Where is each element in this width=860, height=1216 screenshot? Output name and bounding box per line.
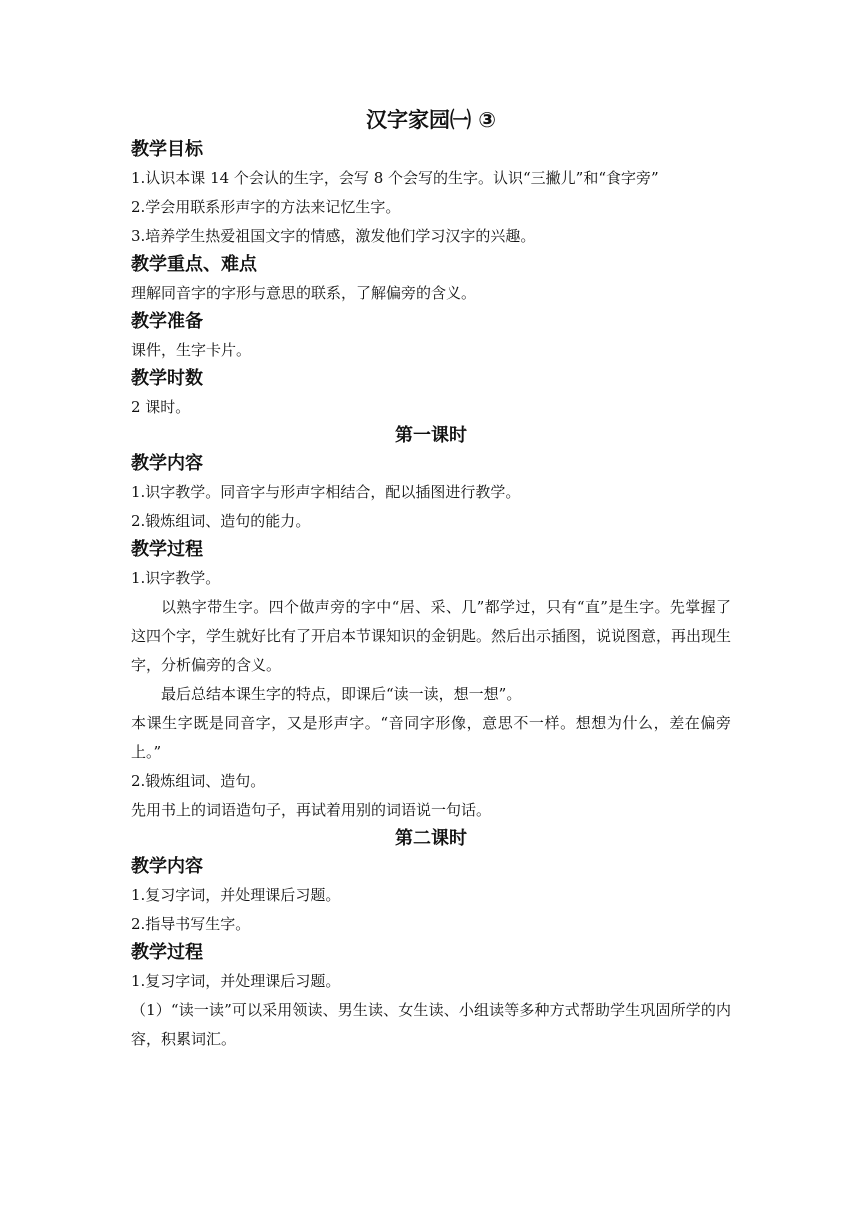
lesson-2-process-2: （1）“读一读”可以采用领读、男生读、女生读、小组读等多种方式帮助学生巩固所学的内容，积累词汇。 — [131, 1001, 731, 1048]
preparation-heading: 教学准备 — [131, 311, 203, 332]
goals-heading: 教学目标 — [131, 139, 203, 160]
key-points-heading: 教学重点、难点 — [131, 254, 257, 275]
lesson-1-content-2: 2.锻炼组词、造句的能力。 — [131, 512, 311, 530]
lesson-2-heading: 第二课时 — [395, 828, 467, 849]
lesson-1-process-heading: 教学过程 — [131, 539, 203, 560]
lesson-1-process-6: 先用书上的词语造句子，再试着用别的词语说一句话。 — [131, 801, 492, 819]
lesson-2-process-heading: 教学过程 — [131, 942, 203, 963]
goal-1: 1.认识本课 14 个会认的生字，会写 8 个会写的生字。认识“三撇儿”和“食字旁” — [131, 169, 659, 187]
hours-text: 2 课时。 — [131, 398, 191, 416]
lesson-2-process-1: 1.复习字词，并处理课后习题。 — [131, 972, 341, 990]
document-title: 汉字家园㈠ ③ — [365, 108, 497, 132]
lesson-2-content-1: 1.复习字词，并处理课后习题。 — [131, 886, 341, 904]
lesson-1-process-2: 以熟字带生字。四个做声旁的字中“居、采、几”都学过，只有“直”是生字。先掌握了这四个字，学生就好比有了开启本节课知识的金钥匙。然后出示插图，说说图意，再出现生字，分析偏旁的含义。 — [131, 598, 732, 674]
key-points-text: 理解同音字的字形与意思的联系，了解偏旁的含义。 — [131, 284, 477, 302]
lesson-1-heading: 第一课时 — [395, 425, 467, 446]
lesson-1-process-3: 最后总结本课生字的特点，即课后“读一读，想一想”。 — [161, 685, 522, 703]
lesson-1-content-1: 1.识字教学。同音字与形声字相结合，配以插图进行教学。 — [131, 483, 521, 501]
document-page — [131, 104, 731, 1054]
goal-3: 3.培养学生热爱祖国文字的情感，激发他们学习汉字的兴趣。 — [131, 227, 536, 245]
lesson-2-content-2: 2.指导书写生字。 — [131, 915, 251, 933]
lesson-1-content-heading: 教学内容 — [131, 453, 203, 474]
lesson-2-content-heading: 教学内容 — [131, 856, 203, 877]
hours-heading: 教学时数 — [131, 368, 203, 389]
lesson-1-process-5: 2.锻炼组词、造句。 — [131, 772, 266, 790]
goal-2: 2.学会用联系形声字的方法来记忆生字。 — [131, 198, 401, 216]
preparation-text: 课件，生字卡片。 — [131, 341, 252, 359]
lesson-1-process-1: 1.识字教学。 — [131, 569, 221, 587]
lesson-1-process-4: 本课生字既是同音字，又是形声字。“音同字形像，意思不一样。想想为什么，差在偏旁上。” — [131, 714, 731, 761]
